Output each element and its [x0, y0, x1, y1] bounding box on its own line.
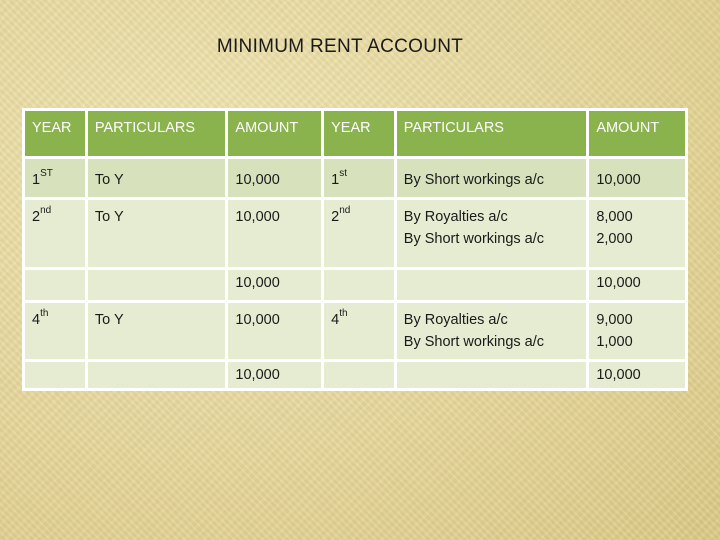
year-suffix: ST [40, 168, 53, 180]
empty-cell [24, 361, 87, 390]
header-year-left: YEAR [24, 110, 87, 158]
year-cell [24, 199, 87, 269]
year-suffix: th [40, 308, 49, 320]
header-row [24, 110, 687, 158]
amount-cell [588, 302, 687, 361]
year-suffix: st [339, 168, 347, 180]
total-cell: 10,000 [227, 361, 323, 390]
year-value: 1 [32, 172, 41, 188]
total-row [24, 269, 687, 302]
particulars-cell [395, 302, 588, 361]
total-cell: 10,000 [588, 269, 687, 302]
rent-account-table [22, 108, 688, 391]
table-row [24, 302, 687, 361]
empty-cell [24, 269, 87, 302]
total-row [24, 361, 687, 390]
particulars-cell: To Y [86, 199, 227, 269]
header-amount-left: AMOUNT [227, 110, 323, 158]
year-value: 4 [331, 312, 340, 328]
year-cell [323, 199, 396, 269]
empty-cell [86, 361, 227, 390]
header-year-right: YEAR [323, 110, 396, 158]
amount-cell [588, 158, 687, 199]
empty-cell [395, 361, 588, 390]
empty-cell [323, 269, 396, 302]
particulars-cell: To Y [86, 158, 227, 199]
year-suffix: th [339, 308, 348, 320]
year-value: 2 [32, 209, 41, 225]
header-particulars-left: PARTICULARS [86, 110, 227, 158]
year-value: 2 [331, 209, 340, 225]
table-row [24, 199, 687, 269]
amount-line: 1,000 [596, 334, 633, 350]
total-cell: 10,000 [588, 361, 687, 390]
table-row [24, 158, 687, 199]
amount-line: 10,000 [596, 172, 641, 188]
particulars-cell [395, 199, 588, 269]
empty-cell [323, 361, 396, 390]
particulars-cell: To Y [86, 302, 227, 361]
page-title: MINIMUM RENT ACCOUNT [216, 36, 464, 57]
header-particulars-right: PARTICULARS [395, 110, 588, 158]
year-suffix: nd [40, 205, 52, 217]
particulars-line: By Short workings a/c [403, 334, 545, 350]
amount-cell: 10,000 [227, 199, 323, 269]
particulars-line: By Royalties a/c [403, 312, 508, 328]
year-value: 1 [331, 172, 340, 188]
amount-cell [588, 199, 687, 269]
year-value: 4 [32, 312, 41, 328]
amount-line: 9,000 [596, 312, 633, 328]
particulars-line: By Short workings a/c [403, 231, 545, 247]
empty-cell [395, 269, 588, 302]
amount-line: 8,000 [596, 209, 633, 225]
year-cell [323, 158, 396, 199]
total-cell: 10,000 [227, 269, 323, 302]
header-amount-right: AMOUNT [588, 110, 687, 158]
year-suffix: nd [339, 205, 351, 217]
year-cell [24, 158, 87, 199]
year-cell [323, 302, 396, 361]
particulars-line: By Short workings a/c [403, 172, 545, 188]
empty-cell [86, 269, 227, 302]
amount-cell: 10,000 [227, 158, 323, 199]
particulars-line: By Royalties a/c [403, 209, 508, 225]
amount-line: 2,000 [596, 231, 633, 247]
particulars-cell [395, 158, 588, 199]
amount-cell: 10,000 [227, 302, 323, 361]
year-cell [24, 302, 87, 361]
